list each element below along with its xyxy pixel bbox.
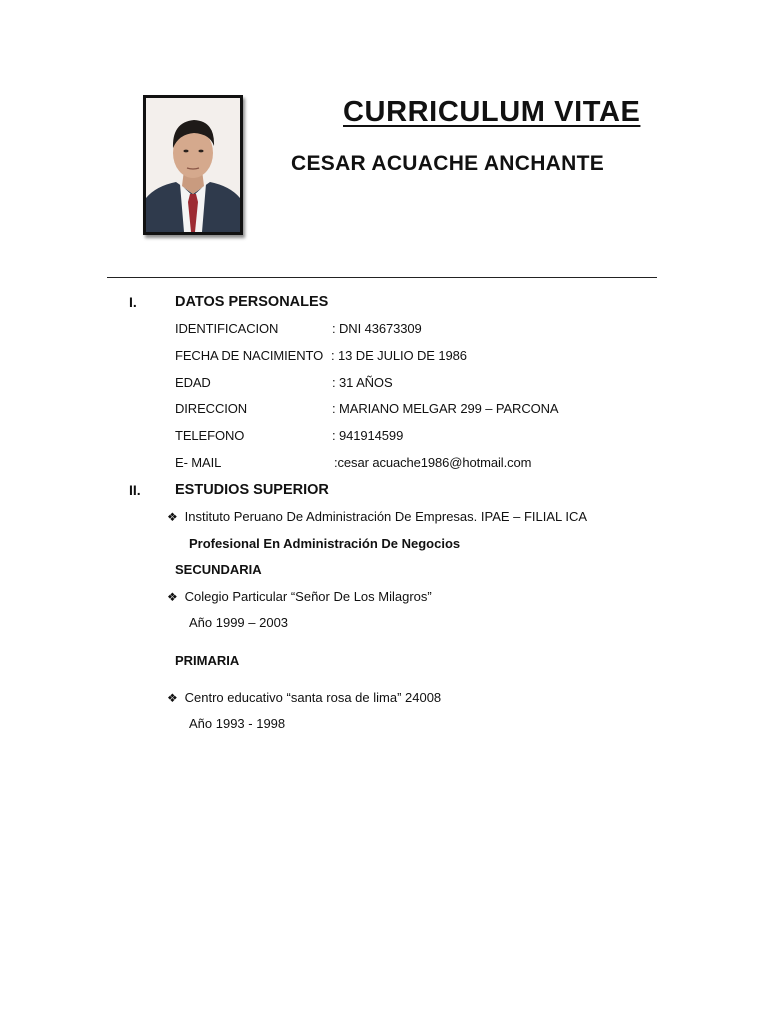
section-number-personal: I.	[129, 294, 137, 310]
secondary-school: Colegio Particular “Señor De Los Milagros”	[184, 589, 432, 604]
field-value-fecha-nacimiento: : 13 DE JULIO DE 1986	[331, 348, 467, 363]
candidate-name: CESAR ACUACHE ANCHANTE	[291, 152, 605, 175]
person-portrait-icon	[146, 98, 240, 232]
profile-photo	[143, 95, 243, 235]
field-label-direccion: DIRECCION	[175, 401, 248, 416]
section-heading-studies: ESTUDIOS SUPERIOR	[175, 482, 329, 498]
field-value-email: :cesar acuache1986@hotmail.com	[334, 455, 532, 470]
diamond-bullet-icon: ❖	[167, 590, 178, 604]
secondary-years: Año 1999 – 2003	[189, 615, 289, 630]
divider-line	[107, 277, 657, 278]
primary-school: Centro educativo “santa rosa de lima” 24008	[184, 690, 442, 705]
field-label-email: E- MAIL	[175, 455, 222, 470]
primary-years: Año 1993 - 1998	[189, 716, 286, 731]
field-value-direccion: : MARIANO MELGAR 299 – PARCONA	[332, 401, 559, 416]
secondary-heading: SECUNDARIA	[175, 562, 262, 577]
field-label-edad: EDAD	[175, 375, 211, 390]
list-item-secondary	[167, 589, 432, 604]
field-value-telefono: : 941914599	[332, 428, 404, 443]
section-number-studies: II.	[129, 482, 141, 498]
document-title: CURRICULUM VITAE	[343, 96, 641, 128]
diamond-bullet-icon: ❖	[167, 510, 178, 524]
primary-heading: PRIMARIA	[175, 653, 240, 668]
section-heading-personal: DATOS PERSONALES	[175, 294, 329, 310]
list-item-primary	[167, 690, 441, 705]
field-label-fecha-nacimiento: FECHA DE NACIMIENTO	[175, 348, 324, 363]
list-item-superior	[167, 509, 587, 524]
field-label-identificacion: IDENTIFICACION	[175, 321, 279, 336]
superior-degree: Profesional En Administración De Negocios	[189, 536, 461, 551]
field-value-edad: : 31 AÑOS	[332, 375, 393, 390]
diamond-bullet-icon: ❖	[167, 691, 178, 705]
superior-institution: Instituto Peruano De Administración De Empresas. IPAE – FILIAL ICA	[184, 509, 588, 524]
field-label-telefono: TELEFONO	[175, 428, 245, 443]
field-value-identificacion: : DNI 43673309	[332, 321, 422, 336]
